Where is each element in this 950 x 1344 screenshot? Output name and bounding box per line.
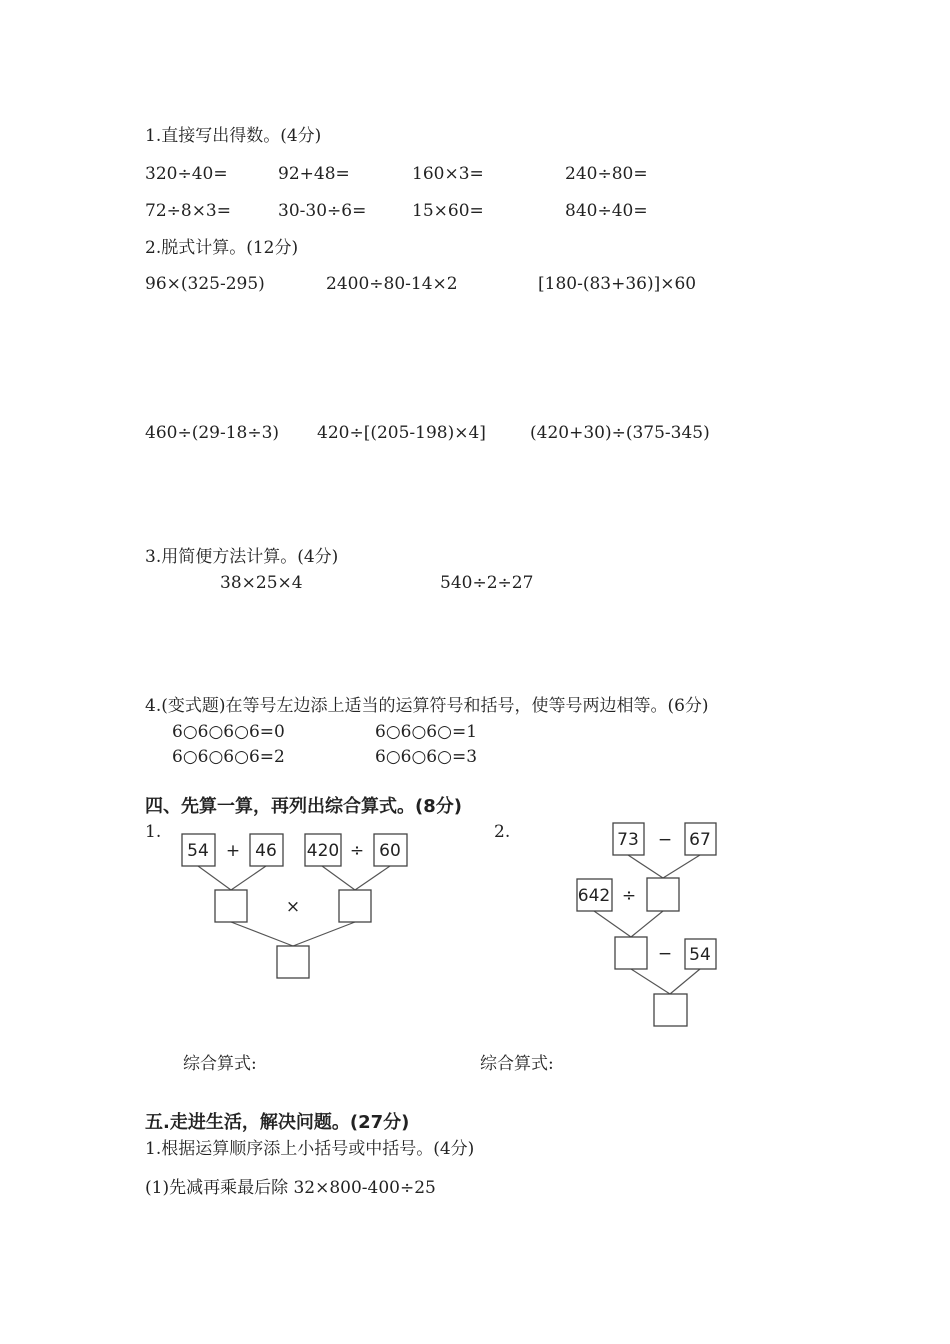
connector-line	[663, 855, 700, 878]
diagram2-label: 2.	[494, 822, 511, 842]
q2-item: 2400÷80-14×2	[326, 274, 458, 294]
diagram1-label: 1.	[145, 822, 162, 842]
number-text: 46	[255, 841, 277, 861]
number-text: 67	[689, 830, 711, 850]
number-text: 642	[577, 886, 611, 906]
number-text: 54	[689, 945, 711, 965]
connector-line	[628, 855, 663, 878]
q2-item: 420÷[(205-198)×4]	[317, 423, 486, 443]
number-text: 54	[187, 841, 209, 861]
answer-box[interactable]	[654, 994, 687, 1026]
q3-item: 540÷2÷27	[440, 573, 534, 593]
answer-box[interactable]	[647, 878, 679, 911]
q1-item: 92+48=	[278, 164, 350, 184]
operator-text: ÷	[349, 841, 365, 861]
q4-item: 6○6○6○=1	[375, 722, 478, 742]
q1-subitem: (1)先减再乘最后除 32×800-400÷25	[145, 1178, 436, 1198]
number-text: 420	[306, 841, 340, 861]
q1-item: 30-30÷6=	[278, 201, 367, 221]
q4-item: 6○6○6○=3	[375, 747, 478, 767]
q1-title: 1.根据运算顺序添上小括号或中括号。(4分)	[145, 1139, 475, 1159]
formula-label: 综合算式:	[480, 1054, 554, 1074]
operator-text: ÷	[621, 886, 637, 906]
q1-item: 15×60=	[412, 201, 484, 221]
q3-item: 38×25×4	[220, 573, 303, 593]
section-heading: 四、先算一算，再列出综合算式。(8分)	[145, 796, 462, 817]
connector-line	[670, 969, 700, 994]
q1-item: 320÷40=	[145, 164, 228, 184]
connector-line	[631, 969, 670, 994]
operator-text: +	[225, 841, 241, 861]
operator-text: ×	[285, 897, 301, 917]
q2-item: [180-(83+36)]×60	[538, 274, 697, 294]
q1-item: 240÷80=	[565, 164, 648, 184]
section-heading: 五.走进生活，解决问题。(27分)	[145, 1112, 410, 1133]
q1-item: 840÷40=	[565, 201, 648, 221]
formula-label: 综合算式:	[183, 1054, 257, 1074]
q2-item: (420+30)÷(375-345)	[530, 423, 710, 443]
q4-item: 6○6○6○6=0	[172, 722, 285, 742]
answer-box[interactable]	[615, 937, 647, 969]
diagram2-connectors	[594, 855, 700, 994]
q2-item: 460÷(29-18÷3)	[145, 423, 280, 443]
q1-item: 160×3=	[412, 164, 484, 184]
connector-line	[594, 911, 631, 937]
q1-item: 72÷8×3=	[145, 201, 231, 221]
q4-item: 6○6○6○6=2	[172, 747, 285, 767]
number-text: 60	[379, 841, 401, 861]
number-text: 73	[617, 830, 639, 850]
q3-title: 3.用简便方法计算。(4分)	[145, 547, 339, 567]
operator-text: −	[657, 944, 673, 964]
q2-item: 96×(325-295)	[145, 274, 265, 294]
operator-text: −	[657, 830, 673, 850]
q4-title: 4.(变式题)在等号左边添上适当的运算符号和括号，使等号两边相等。(6分)	[145, 696, 709, 716]
q1-title: 1.直接写出得数。(4分)	[145, 126, 322, 146]
connector-line	[631, 911, 663, 937]
q2-title: 2.脱式计算。(12分)	[145, 238, 299, 258]
